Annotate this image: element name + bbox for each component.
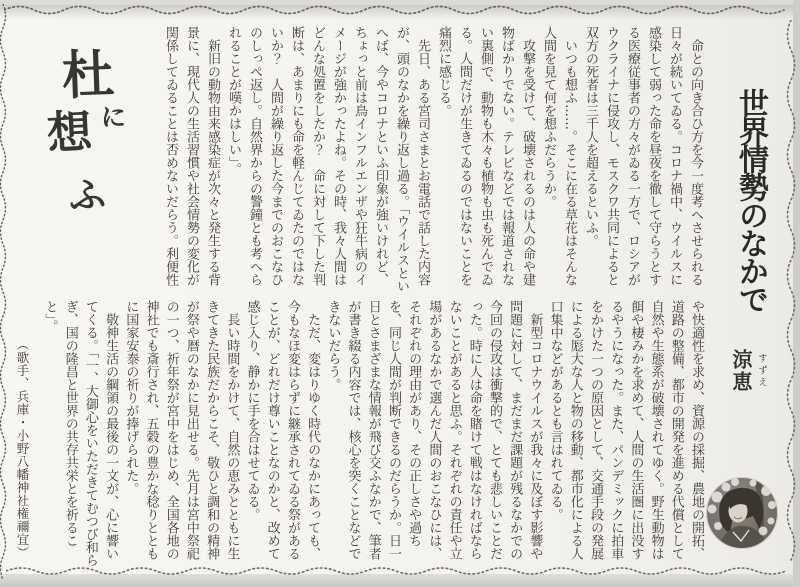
article-headline: 世界情勢のなかで	[733, 88, 768, 312]
body-paragraph: や快適性を求め、資源の採掘、農地の開拓、道路の整備、都市の開発を進める代償として自然や生態系が破壊されてゆく。野生動物は餌や棲みかを求めて、人間の生活圏に出没するやうになった。また、パンデミックに拍車をかけた一つの原因として、交通手段の発展による厖大な人と物の移動、都市化による人口集中などがあるとも言はれてゐる。	[547, 300, 704, 560]
clipping-border-left	[0, 4, 10, 584]
body-paragraph: 命との向き合ひ方を今一度考へさせられる日々が続いてゐる。コロナ禍中、ウイルスに感染して弱った命を昼夜を徹して守らうとする医療従事者の方々がゐる一方で、ロシアがウクライナに侵攻し、モスクワ共同によると双方の死者は三千人を超えるといふ。	[583, 26, 703, 286]
calligraphy-char: 杜	[60, 45, 116, 107]
scan-margin-right	[793, 0, 800, 587]
body-paragraph: 新旧の動物由来感染症が次々と発生する背景に、現代人の生活習慣や社会情勢の変化が関係してゐることは否めないだらう。利便性	[163, 26, 220, 286]
body-paragraph: 攻撃を受けて、破壊されるのは人の命や建物ばかりでない。テレビなどでは報道されない裏側で、動物も木々も植物も虫も死んでゐる。人間だけが生きてゐるのではないことを痛烈に感じる。	[436, 26, 535, 286]
body-paragraph: ただ、変はりゆく時代のなかにあっても、今もなほ変はらずに継承されてゐる祭があることが、どれだけ尊いことなのかと、改めて感じ入り、静かに手を合はせてゐる。	[244, 300, 321, 560]
body-paragraph: 新型コロナウイルスが我々に及ぼす影響や問題に対して、まだまだ課題が残るなかでの今回の侵攻は衝撃的で、とても悲しいことだった。時に人は命を賭けて戦はなければならないことがあると思ふ。それぞれの責任や立場があるなかで選んだ人間のおこなひには、それぞれの理由があり、その正しさや過ちを、同じ人間が判断できるのだらうか。日一日とさまざまな情報が飛び交ふなかで、筆者が書き綴る内容では、核心を突くことなどできないだらう。	[325, 300, 543, 560]
author-photo	[705, 476, 779, 550]
scan-margin-bottom	[0, 574, 800, 587]
body-paragraph: 先日、ある宮司さまとお電話で話した内容が、頭のなかを繰り返し過る。「ウイルスといへば、今やコロナといふ印象が強いけれど、ちょっと前は鳥インフルエンザや狂牛病のイメージが強かったよね。その時、我々人間はどんな処置をしたか？ 命に対して下した判断は、あまりにも命を軽んじてゐたのではないか？ 人間が繰り返した今までのおこなひのしっぺ返し。自然界からの警鐘とも考へられることが嘆かはしい」。	[226, 26, 430, 293]
scan-smudge-top	[0, 5, 800, 20]
calligraphy-char: 想	[45, 104, 94, 161]
calligraphy-char: ふ	[68, 173, 107, 218]
calligraphy-char: に	[100, 102, 127, 133]
author-furigana: すずえ	[756, 353, 767, 389]
body-paragraph: 敬神生活の綱領の最後の一文が、心に響いてくる。「一、大御心をいただきてむつび和らぎ、国の隆昌と世界の共存共栄とを祈ること」。	[42, 300, 119, 567]
author-name: 涼恵	[729, 349, 753, 393]
author-credit: （歌手、兵庫・小野八幡神社権禰宜）	[15, 338, 30, 559]
body-paragraph: 長い時間をかけて、自然の恵みとともに生きてきた民族だからこそ、敬ひと調和の精神が祭や暦のなかに見出せる。先月は宮中祭祀の一つ、祈年祭が宮中をはじめ、全国各地の神社でも斎行され、五穀の豊かな稔りとともに国家安泰の祈りが捧げられた。	[123, 300, 240, 560]
body-dan-1	[158, 26, 706, 294]
body-paragraph: いつも想ふ……。そこに在る草花はそんな人間を見て何を想ふだらうか。	[541, 26, 577, 286]
body-dan-2	[37, 300, 706, 568]
